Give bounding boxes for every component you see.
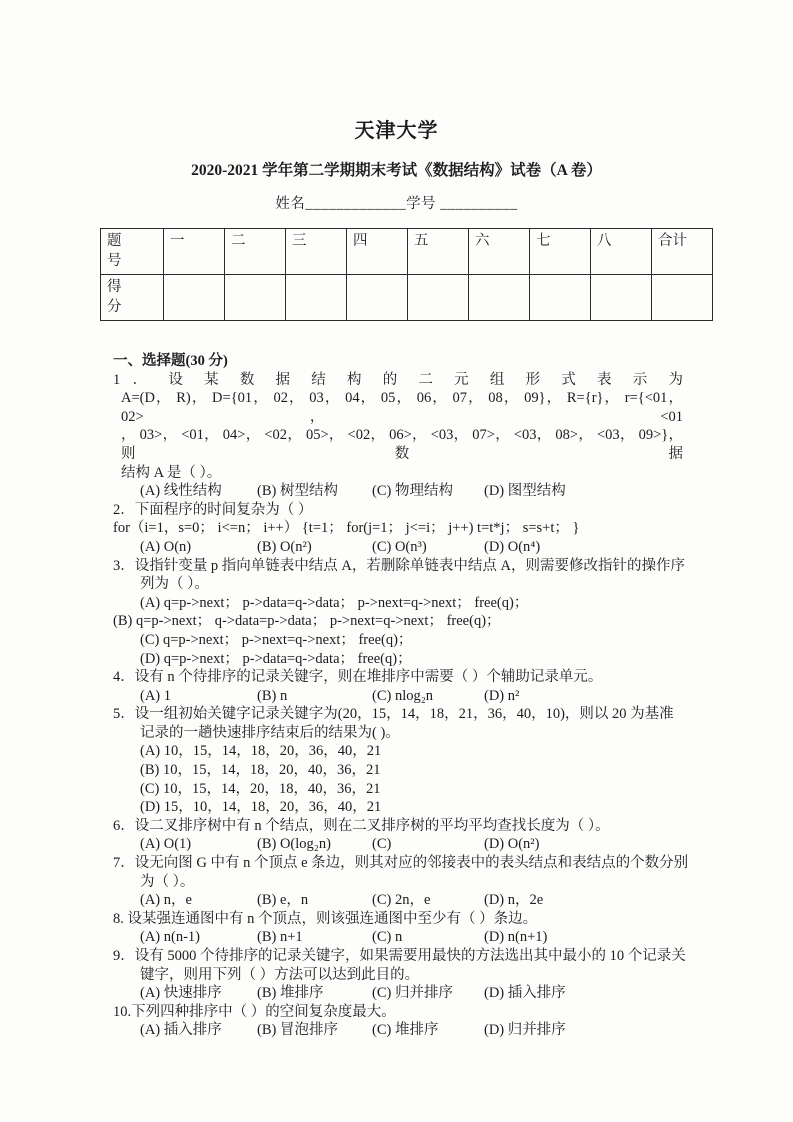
question-4 bbox=[113, 668, 683, 705]
score-table-col-5: 五 bbox=[408, 229, 469, 275]
question-2-option-a: (A) O(n) bbox=[140, 538, 192, 555]
question-10-options bbox=[140, 1021, 683, 1040]
question-9 bbox=[113, 947, 686, 1003]
question-3-option-a: (A) q=p->next； p->data=q->data； p->next=q->next； free(q)； bbox=[140, 594, 529, 611]
question-1-stem-line-3: ， 03>， <01， 04>， <02， 05>， <02， 06>， <03， 07>， <03， 08>， <03， 09>}， 则数据 bbox=[121, 427, 683, 462]
question-7 bbox=[113, 854, 689, 910]
name-field-label: 姓名 bbox=[275, 196, 306, 212]
question-4-stem: 4．设有 n 个待排序的记录关键字，则在堆排序中需要（ ）个辅助记录单元。 bbox=[113, 669, 603, 686]
question-10-option-b: (B) 冒泡排序 bbox=[257, 1022, 338, 1039]
question-10-option-c: (C) 堆排序 bbox=[372, 1022, 439, 1039]
question-10-option-d: (D) 归并排序 bbox=[484, 1022, 566, 1039]
question-4-option-d: (D) n² bbox=[484, 687, 520, 704]
question-9-option-a: (A) 快速排序 bbox=[140, 985, 222, 1002]
score-cell-3 bbox=[286, 275, 347, 321]
university-title: 天津大学 bbox=[354, 120, 439, 142]
question-9-option-c: (C) 归并排序 bbox=[372, 985, 453, 1002]
name-blank-line: _____________ bbox=[305, 196, 407, 212]
question-5-option-b: (B) 10，15，14，18，20，40，36，21 bbox=[140, 762, 381, 779]
name-id-row bbox=[0, 192, 793, 213]
question-8-option-c: (C) n bbox=[372, 929, 403, 946]
score-table-score-header: 得分 bbox=[101, 275, 164, 321]
score-cell-8 bbox=[591, 275, 652, 321]
question-6-options bbox=[140, 835, 683, 854]
student-id-blank-line: __________ bbox=[440, 196, 518, 212]
question-6-option-b: (B) O(log₂n) bbox=[257, 836, 331, 853]
question-10-option-a: (A) 插入排序 bbox=[140, 1022, 222, 1039]
questions-body bbox=[113, 352, 689, 1040]
question-1-stem-line-1: 1 ． 设 某 数 据 结 构 的 二 元 组 形 式 表 示 为 bbox=[113, 371, 683, 388]
question-5-stem-line-2: 记录的一趟快速排序结束后的结果为( )。 bbox=[140, 724, 400, 741]
question-7-options bbox=[140, 891, 683, 910]
question-5-option-d: (D) 15，10，14，18，20，36，40，21 bbox=[140, 799, 382, 816]
question-6-option-c: (C) bbox=[372, 836, 392, 853]
question-7-option-d: (D) n，2e bbox=[484, 892, 544, 909]
question-7-stem-line-1: 7．设无向图 G 中有 n 个顶点 e 条边，则其对应的邻接表中的表头结点和表结点的个数分别 bbox=[113, 855, 689, 872]
question-8-option-b: (B) n+1 bbox=[257, 929, 303, 946]
question-6-option-d: (D) O(n²) bbox=[484, 836, 540, 853]
score-table-question-number-header: 题号 bbox=[101, 229, 164, 275]
question-7-stem-line-2: 为（ ）。 bbox=[140, 873, 195, 890]
score-table-col-6: 六 bbox=[469, 229, 530, 275]
score-cell-2 bbox=[225, 275, 286, 321]
question-10 bbox=[113, 1003, 683, 1040]
question-6-option-a: (A) O(1) bbox=[140, 836, 192, 853]
score-table-col-4: 四 bbox=[347, 229, 408, 275]
question-2-option-c: (C) O(n³) bbox=[372, 538, 427, 555]
section-title-choice-questions: 一、选择题(30 分) bbox=[113, 353, 228, 369]
question-2-option-b: (B) O(n²) bbox=[257, 538, 312, 555]
question-3-stem-line-1: 3．设指针变量 p 指向单链表中结点 A，若删除单链表中结点 A，则需要修改指针的操作序 bbox=[113, 557, 685, 574]
score-table-score-row bbox=[101, 275, 713, 321]
question-2-options bbox=[140, 538, 683, 557]
score-table-col-3: 三 bbox=[286, 229, 347, 275]
score-cell-1 bbox=[164, 275, 225, 321]
score-table-col-1: 一 bbox=[164, 229, 225, 275]
question-3-option-b: (B) q=p->next； q->data=p->data； p->next=q->next； free(q)； bbox=[113, 613, 501, 630]
score-cell-7 bbox=[530, 275, 591, 321]
question-3 bbox=[113, 557, 683, 669]
question-9-stem-line-1: 9．设有 5000 个待排序的记录关键字，如果需要用最快的方法选出其中最小的 10 个记录关 bbox=[113, 948, 686, 964]
question-5-option-a: (A) 10，15，14，18，20，36，40，21 bbox=[140, 743, 382, 760]
question-7-option-c: (C) 2n，e bbox=[372, 892, 431, 909]
question-5-stem-line-1: 5．设一组初始关键字记录关键字为(20，15，14，18，21，36，40，10)，则以 20 为基准 bbox=[113, 706, 674, 723]
question-8-options bbox=[140, 928, 683, 947]
question-9-options bbox=[140, 984, 683, 1003]
question-1-option-a: (A) 线性结构 bbox=[140, 483, 222, 500]
score-table-question-number-row bbox=[101, 229, 713, 275]
score-table-col-8: 八 bbox=[591, 229, 652, 275]
question-4-option-c: (C) nlog₂n bbox=[372, 687, 434, 704]
question-1-stem-line-4: 结构 A 是（ ）。 bbox=[121, 464, 222, 481]
question-2 bbox=[113, 501, 683, 557]
question-8 bbox=[113, 910, 683, 947]
question-1-option-c: (C) 物理结构 bbox=[372, 483, 453, 500]
student-id-label: 学号 bbox=[406, 196, 437, 212]
question-2-code: for（i=1，s=0； i<=n； i++） {t=1； for(j=1； j<=i； j++) t=t*j； s=s+t； } bbox=[113, 520, 580, 537]
question-3-option-d: (D) q=p->next； p->data=q->data； free(q)； bbox=[140, 650, 412, 667]
question-1-option-b: (B) 树型结构 bbox=[257, 483, 338, 500]
question-1-stem-line-2: A=(D， R)， D={01， 02， 03， 04， 05， 06， 07， 08， 09}， R={r}， r={<01， 02>， <01 bbox=[121, 390, 683, 425]
question-5 bbox=[113, 705, 683, 817]
question-9-stem-line-2: 键字，则用下列（ ）方法可以达到此目的。 bbox=[140, 966, 420, 983]
question-2-stem: 2．下面程序的时间复杂为（ ） bbox=[113, 501, 313, 518]
question-6-stem: 6．设二叉排序树中有 n 个结点，则在二叉排序树的平均平均查找长度为（ ）。 bbox=[113, 817, 610, 834]
score-table-col-total: 合计 bbox=[652, 229, 713, 275]
question-7-option-b: (B) e，n bbox=[257, 892, 309, 909]
question-4-option-b: (B) n bbox=[257, 687, 288, 704]
question-5-option-c: (C) 10，15，14，20，18，40，36，21 bbox=[140, 780, 381, 797]
question-8-stem: 8. 设某强连通图中有 n 个顶点，则该强连通图中至少有（ ）条边。 bbox=[113, 910, 538, 927]
question-7-option-a: (A) n，e bbox=[140, 892, 192, 909]
score-cell-5 bbox=[408, 275, 469, 321]
question-3-stem-line-2: 列为（ ）。 bbox=[140, 576, 209, 593]
question-3-option-c: (C) q=p->next； p->next=q->next； free(q)； bbox=[140, 631, 413, 648]
score-cell-6 bbox=[469, 275, 530, 321]
question-1 bbox=[113, 371, 683, 501]
score-table bbox=[100, 228, 713, 321]
question-1-option-d: (D) 图型结构 bbox=[484, 483, 566, 500]
question-9-option-d: (D) 插入排序 bbox=[484, 985, 566, 1002]
question-6 bbox=[113, 817, 683, 854]
score-table-col-7: 七 bbox=[530, 229, 591, 275]
question-4-options bbox=[140, 687, 683, 706]
score-table-col-2: 二 bbox=[225, 229, 286, 275]
question-10-stem: 10.下列四种排序中（ ）的空间复杂度最大。 bbox=[113, 1003, 396, 1020]
question-1-options bbox=[140, 482, 683, 501]
score-cell-4 bbox=[347, 275, 408, 321]
question-9-option-b: (B) 堆排序 bbox=[257, 985, 324, 1002]
question-2-option-d: (D) O(n⁴) bbox=[484, 538, 541, 555]
question-8-option-a: (A) n(n-1) bbox=[140, 929, 200, 946]
exam-title: 2020-2021 学年第二学期期末考试《数据结构》试卷（A 卷） bbox=[191, 162, 602, 179]
question-4-option-a: (A) 1 bbox=[140, 687, 172, 704]
question-8-option-d: (D) n(n+1) bbox=[484, 929, 548, 946]
score-cell-total bbox=[652, 275, 713, 321]
